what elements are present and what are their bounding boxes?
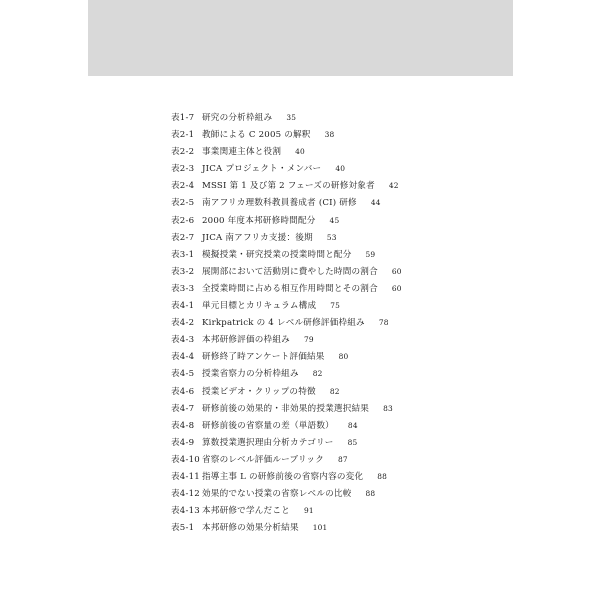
table-number: 表4-4 <box>171 352 195 363</box>
page-number: 82 <box>312 369 323 379</box>
table-title: JICA プロジェクト・メンバー <box>202 164 322 175</box>
page-number: 79 <box>303 335 314 345</box>
page-number: 80 <box>338 352 349 362</box>
page-number: 75 <box>330 301 341 311</box>
table-title: Kirkpatrick の 4 レベル研修評価枠組み <box>202 318 365 329</box>
table-title: 模擬授業・研究授業の授業時間と配分 <box>202 249 352 260</box>
table-number: 表4-5 <box>171 369 195 380</box>
table-title: 展開部において活動別に費やした時間の割合 <box>202 266 378 277</box>
list-item <box>171 521 511 538</box>
table-title: 2000 年度本邦研修時間配分 <box>202 215 316 226</box>
list-item <box>171 504 511 521</box>
list-item <box>171 128 511 145</box>
list-item <box>171 333 511 350</box>
table-title: JICA 南アフリカ支援：後期 <box>202 232 313 243</box>
table-title: 事業関連主体と役割 <box>202 147 282 158</box>
table-title: MSSI 第 1 及び第 2 フェーズの研修対象者 <box>202 181 375 192</box>
table-title: 効果的でない授業の省察レベルの比較 <box>202 489 352 500</box>
list-item <box>171 436 511 453</box>
table-number: 表2-2 <box>171 147 195 158</box>
list-item <box>171 282 511 299</box>
table-number: 表4-8 <box>171 420 195 431</box>
table-number: 表4-2 <box>171 318 195 329</box>
table-number: 表2-4 <box>171 181 195 192</box>
table-number: 表4-7 <box>171 403 195 414</box>
table-number: 表4-13 <box>171 506 200 517</box>
header-band <box>88 0 513 76</box>
list-item <box>171 350 511 367</box>
table-number: 表4-9 <box>171 437 195 448</box>
list-item <box>171 111 511 128</box>
list-item <box>171 316 511 333</box>
table-number: 表4-12 <box>171 489 200 500</box>
list-item <box>171 367 511 384</box>
page-number: 53 <box>326 232 337 242</box>
page-number: 60 <box>391 283 402 293</box>
table-title: 本邦研修で学んだこと <box>202 506 290 517</box>
list-item <box>171 196 511 213</box>
list-item <box>171 402 511 419</box>
page-number: 88 <box>365 489 376 499</box>
list-item <box>171 453 511 470</box>
page-number: 101 <box>312 523 328 533</box>
list-item <box>171 231 511 248</box>
table-number: 表4-6 <box>171 386 195 397</box>
table-title: 授業ビデオ・クリップの特徴 <box>202 386 316 397</box>
list-item <box>171 265 511 282</box>
table-number: 表4-11 <box>171 471 200 482</box>
list-item <box>171 470 511 487</box>
page-number: 85 <box>347 437 358 447</box>
table-list <box>171 111 511 538</box>
page-number: 44 <box>370 198 381 208</box>
page-number: 38 <box>324 130 335 140</box>
table-title: 指導主事 L の研修前後の省察内容の変化 <box>202 471 364 482</box>
table-title: 南アフリカ理数科教員養成者 (CI) 研修 <box>202 198 357 209</box>
list-item <box>171 299 511 316</box>
page-number: 40 <box>295 147 305 157</box>
list-item <box>171 487 511 504</box>
page-number: 87 <box>338 454 348 464</box>
table-number: 表2-7 <box>171 232 195 243</box>
page-number: 83 <box>383 403 393 413</box>
page-number: 42 <box>388 181 399 191</box>
table-number: 表4-10 <box>171 454 200 465</box>
list-item <box>171 385 511 402</box>
table-number: 表5-1 <box>171 523 195 534</box>
page-number: 78 <box>378 318 389 328</box>
list-item <box>171 145 511 162</box>
table-title: 全授業時間に占める相互作用時間とその割合 <box>202 283 378 294</box>
table-number: 表2-1 <box>171 130 195 141</box>
table-title: 算数授業選択理由分析カテゴリー <box>202 437 334 448</box>
table-number: 表3-1 <box>171 249 195 260</box>
list-item <box>171 214 511 231</box>
table-number: 表2-5 <box>171 198 195 209</box>
page-number: 60 <box>391 266 402 276</box>
table-title: 本邦研修の効果分析結果 <box>202 523 299 534</box>
table-title: 本邦研修評価の枠組み <box>202 335 290 346</box>
table-number: 表2-3 <box>171 164 195 175</box>
table-number: 表1-7 <box>171 113 195 123</box>
table-title: 研修前後の省察量の差（単語数） <box>202 420 334 431</box>
table-title: 研究の分析枠組み <box>202 113 273 123</box>
table-title: 省察のレベル評価ルーブリック <box>202 454 324 465</box>
page-number: 91 <box>303 506 314 516</box>
list-item <box>171 162 511 179</box>
table-title: 授業省察力の分析枠組み <box>202 369 299 380</box>
table-title: 研修前後の効果的・非効果的授業選択結果 <box>202 403 370 414</box>
page-number: 35 <box>286 113 297 122</box>
table-number: 表4-1 <box>171 301 195 312</box>
table-number: 表2-6 <box>171 215 195 226</box>
list-item <box>171 419 511 436</box>
page-number: 40 <box>335 164 346 174</box>
page-number: 84 <box>347 420 358 430</box>
table-number: 表4-3 <box>171 335 195 346</box>
table-number: 表3-2 <box>171 266 195 277</box>
table-title: 教師による C 2005 の解釈 <box>202 130 311 141</box>
list-item <box>171 179 511 196</box>
table-number: 表3-3 <box>171 283 195 294</box>
table-title: 研修終了時アンケート評価結果 <box>202 352 325 363</box>
page-number: 59 <box>365 249 376 259</box>
page-number: 88 <box>377 471 388 481</box>
list-item <box>171 248 511 265</box>
page-number: 45 <box>329 215 340 225</box>
table-title: 単元目標とカリキュラム構成 <box>202 301 317 312</box>
page-number: 82 <box>329 386 340 396</box>
